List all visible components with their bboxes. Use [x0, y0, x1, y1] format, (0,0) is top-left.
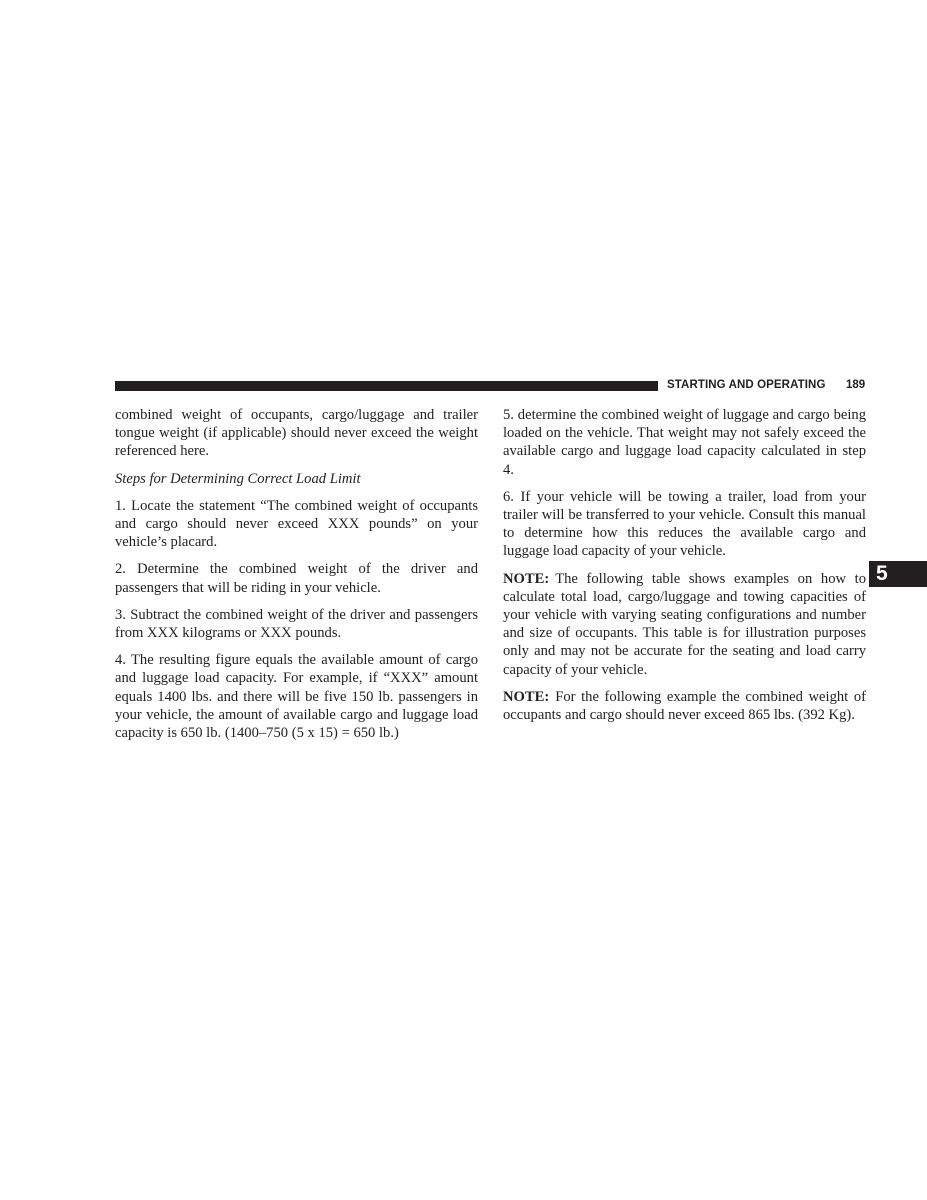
header-rule: [115, 381, 658, 391]
page-number: 189: [846, 379, 866, 391]
note-2: [503, 688, 866, 724]
step-1: 1. Locate the statement “The combined weight of occupants and cargo should never exceed XXX pounds” on your vehicle’s placard.: [115, 497, 478, 551]
step-6: 6. If your vehicle will be towing a trailer, load from your trailer will be transferred to your vehicle. Consult this manual to determine how this reduces the available cargo and luggage load capacity of your vehicle.: [503, 488, 866, 560]
step-5: 5. determine the combined weight of luggage and cargo being loaded on the vehicle. That weight may not safely exceed the available cargo and luggage load capacity calculated in step 4.: [503, 407, 866, 478]
right-column: [503, 406, 866, 733]
step-3: 3. Subtract the combined weight of the driver and passengers from XXX kilograms or XXX pounds.: [115, 606, 478, 642]
note-1: [503, 570, 866, 679]
step-4: 4. The resulting figure equals the available amount of cargo and luggage load capacity. For example, if “XXX” amount equals 1400 lbs. and there will be five 150 lb. passengers in your vehicle, the amount of available cargo and luggage load capacity is 650 lb. (1400–750 (5 x 15) = 650 lb.): [115, 652, 478, 742]
chapter-tab: [869, 561, 927, 587]
chapter-tab-label: 5: [876, 562, 888, 585]
section-title: STARTING AND OPERATING: [667, 379, 826, 391]
left-column: [115, 406, 478, 751]
paragraph-continuation: combined weight of occupants, cargo/luggage and trailer tongue weight (if applicable) should never exceed the weight referenced here.: [115, 407, 478, 460]
note-2-text: For the following example the combined weight of occupants and cargo should never exceed 865 lbs. (392 Kg).: [503, 688, 866, 724]
note-2-label: NOTE:: [503, 688, 550, 705]
subheading: Steps for Determining Correct Load Limit: [115, 470, 361, 487]
note-1-label: NOTE:: [503, 570, 550, 587]
step-2: 2. Determine the combined weight of the driver and passengers that will be riding in your vehicle.: [115, 561, 478, 596]
note-1-text: The following table shows examples on how to calculate total load, cargo/luggage and towing capacities of your vehicle with varying seating configurations and number and size of occupants. This table is for illustration purposes only and may not be accurate for the seating and load carry capacity of your vehicle.: [503, 570, 866, 678]
